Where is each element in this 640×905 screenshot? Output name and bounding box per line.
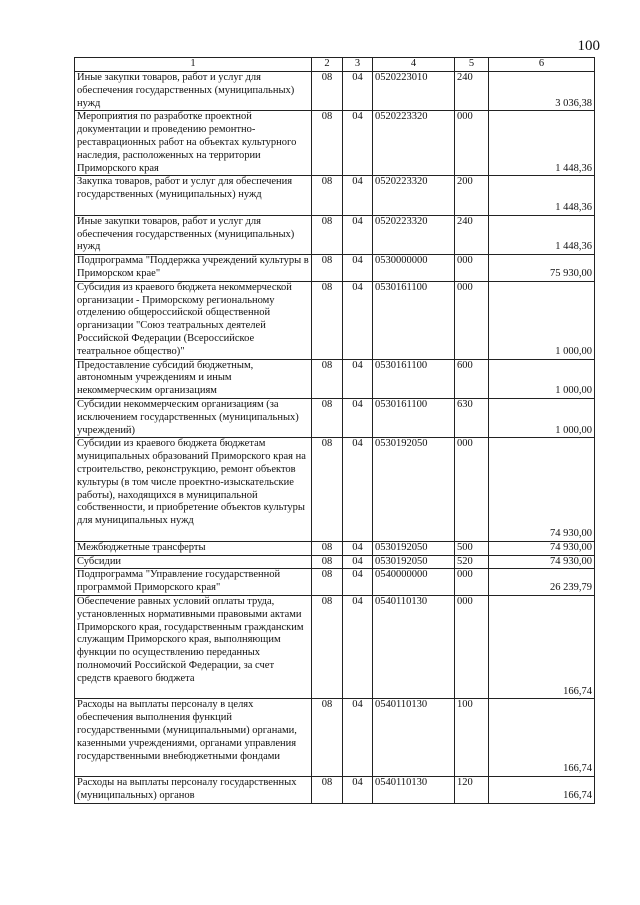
header-col-2: 2 (312, 58, 343, 72)
row-target-article: 0520223320 (373, 176, 455, 215)
header-col-1: 1 (75, 58, 312, 72)
header-col-3: 3 (343, 58, 373, 72)
row-subsection-code: 04 (343, 398, 373, 437)
row-amount: 1 448,36 (489, 176, 595, 215)
row-subsection-code: 04 (343, 111, 373, 176)
row-amount: 1 000,00 (489, 359, 595, 398)
budget-table-body (75, 58, 595, 804)
row-amount: 26 239,79 (489, 569, 595, 596)
row-target-article: 0520223320 (373, 215, 455, 254)
table-row (75, 569, 595, 596)
row-amount: 1 448,36 (489, 215, 595, 254)
row-target-article: 0530192050 (373, 541, 455, 555)
header-col-6: 6 (489, 58, 595, 72)
row-subsection-code: 04 (343, 699, 373, 777)
row-expense-type: 000 (455, 281, 489, 359)
table-row (75, 541, 595, 555)
row-target-article: 0540110130 (373, 595, 455, 698)
row-expense-type: 630 (455, 398, 489, 437)
row-name: Субсидии из краевого бюджета бюджетам муниципальных образований Приморского края на строительство, реконструкцию, ремонт объектов культуры (в том числе проектно-изыскательские работы), находящихся в муниципальной собственности, и приобретение объектов культуры для муниципальных нужд (75, 438, 312, 541)
table-row (75, 555, 595, 569)
row-target-article: 0530192050 (373, 438, 455, 541)
table-header-row (75, 58, 595, 72)
row-expense-type: 200 (455, 176, 489, 215)
row-subsection-code: 04 (343, 569, 373, 596)
row-subsection-code: 04 (343, 176, 373, 215)
row-subsection-code: 04 (343, 541, 373, 555)
row-name: Подпрограмма "Поддержка учреждений культуры в Приморском крае" (75, 255, 312, 282)
row-name: Закупка товаров, работ и услуг для обеспечения государственных (муниципальных) нужд (75, 176, 312, 215)
row-section-code: 08 (312, 777, 343, 804)
row-name: Субсидии некоммерческим организациям (за исключением государственных (муниципальных) учреждений) (75, 398, 312, 437)
row-expense-type: 520 (455, 555, 489, 569)
row-amount: 1 000,00 (489, 398, 595, 437)
row-target-article: 0530161100 (373, 281, 455, 359)
row-target-article: 0530161100 (373, 359, 455, 398)
table-row (75, 398, 595, 437)
row-subsection-code: 04 (343, 438, 373, 541)
row-amount: 74 930,00 (489, 555, 595, 569)
row-amount: 166,74 (489, 595, 595, 698)
row-section-code: 08 (312, 215, 343, 254)
row-expense-type: 600 (455, 359, 489, 398)
row-name: Иные закупки товаров, работ и услуг для обеспечения государственных (муниципальных) нужд (75, 215, 312, 254)
row-amount: 74 930,00 (489, 541, 595, 555)
row-section-code: 08 (312, 541, 343, 555)
row-section-code: 08 (312, 176, 343, 215)
row-target-article: 0530192050 (373, 555, 455, 569)
row-target-article: 0530000000 (373, 255, 455, 282)
table-row (75, 777, 595, 804)
row-expense-type: 240 (455, 72, 489, 111)
table-row (75, 699, 595, 777)
table-row (75, 595, 595, 698)
row-target-article: 0540110130 (373, 777, 455, 804)
row-section-code: 08 (312, 72, 343, 111)
header-col-4: 4 (373, 58, 455, 72)
row-name: Расходы на выплаты персоналу в целях обеспечения выполнения функций государственными (муниципальными) органами, казенными учреждениями, органами управления государственными внебюджетными фондами (75, 699, 312, 777)
page-number: 100 (577, 38, 600, 54)
budget-table (74, 57, 595, 804)
row-subsection-code: 04 (343, 777, 373, 804)
row-target-article: 0520223320 (373, 111, 455, 176)
row-name: Обеспечение равных условий оплаты труда, установленных нормативными правовыми актами Приморского края, государственным гражданским служащим Приморского края, выполняющим функции по осуществлению переданных полномочий Российской Федерации, за счет средств краевого бюджета (75, 595, 312, 698)
row-subsection-code: 04 (343, 359, 373, 398)
row-expense-type: 000 (455, 569, 489, 596)
row-amount: 166,74 (489, 777, 595, 804)
row-expense-type: 000 (455, 438, 489, 541)
row-section-code: 08 (312, 398, 343, 437)
row-target-article: 0540110130 (373, 699, 455, 777)
row-subsection-code: 04 (343, 555, 373, 569)
row-subsection-code: 04 (343, 595, 373, 698)
table-row (75, 111, 595, 176)
row-subsection-code: 04 (343, 72, 373, 111)
row-amount: 3 036,38 (489, 72, 595, 111)
row-target-article: 0520223010 (373, 72, 455, 111)
row-name: Расходы на выплаты персоналу государственных (муниципальных) органов (75, 777, 312, 804)
row-name: Иные закупки товаров, работ и услуг для обеспечения государственных (муниципальных) нужд (75, 72, 312, 111)
row-expense-type: 240 (455, 215, 489, 254)
row-expense-type: 000 (455, 255, 489, 282)
row-subsection-code: 04 (343, 215, 373, 254)
row-section-code: 08 (312, 359, 343, 398)
row-name: Мероприятия по разработке проектной документации и проведению ремонтно-реставрационных работ на объектах культурного наследия, расположенных на территории Приморского края (75, 111, 312, 176)
table-row (75, 281, 595, 359)
table-row (75, 255, 595, 282)
row-target-article: 0540000000 (373, 569, 455, 596)
row-name: Субсидии (75, 555, 312, 569)
row-expense-type: 120 (455, 777, 489, 804)
row-subsection-code: 04 (343, 281, 373, 359)
row-amount: 166,74 (489, 699, 595, 777)
row-expense-type: 000 (455, 111, 489, 176)
row-section-code: 08 (312, 438, 343, 541)
row-name: Субсидия из краевого бюджета некоммерческой организации - Приморскому региональному отделению общероссийской общественной организации "Союз театральных деятелей Российской Федерации (Всероссийское театральное общество)" (75, 281, 312, 359)
row-expense-type: 100 (455, 699, 489, 777)
row-section-code: 08 (312, 281, 343, 359)
table-row (75, 359, 595, 398)
row-section-code: 08 (312, 255, 343, 282)
row-section-code: 08 (312, 595, 343, 698)
row-section-code: 08 (312, 555, 343, 569)
row-amount: 74 930,00 (489, 438, 595, 541)
row-name: Предоставление субсидий бюджетным, автономным учреждениям и иным некоммерческим организациям (75, 359, 312, 398)
table-row (75, 438, 595, 541)
row-amount: 1 448,36 (489, 111, 595, 176)
row-section-code: 08 (312, 111, 343, 176)
row-name: Межбюджетные трансферты (75, 541, 312, 555)
row-expense-type: 000 (455, 595, 489, 698)
table-row (75, 215, 595, 254)
row-expense-type: 500 (455, 541, 489, 555)
table-row (75, 72, 595, 111)
row-amount: 75 930,00 (489, 255, 595, 282)
row-subsection-code: 04 (343, 255, 373, 282)
row-section-code: 08 (312, 699, 343, 777)
row-amount: 1 000,00 (489, 281, 595, 359)
row-target-article: 0530161100 (373, 398, 455, 437)
row-section-code: 08 (312, 569, 343, 596)
header-col-5: 5 (455, 58, 489, 72)
row-name: Подпрограмма "Управление государственной программой Приморского края" (75, 569, 312, 596)
table-row (75, 176, 595, 215)
